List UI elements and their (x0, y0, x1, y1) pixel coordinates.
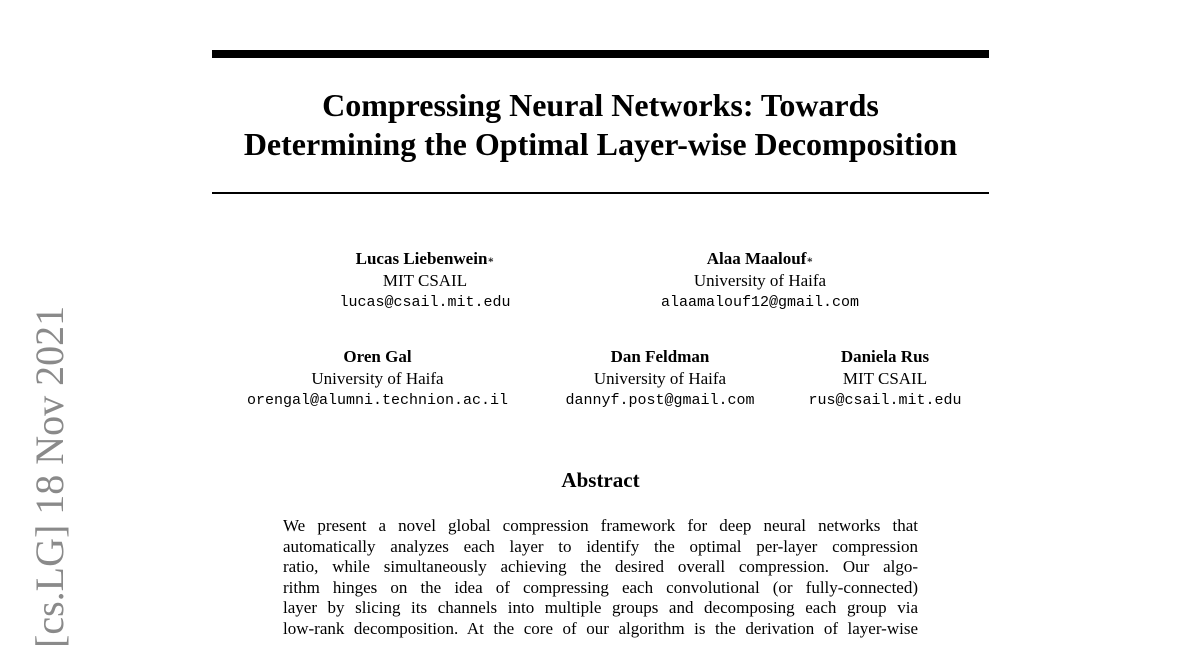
abstract-line: layer by slicing its channels into multiple groups and decomposing each group via (283, 598, 918, 617)
equal-contribution-mark: ∗ (806, 255, 814, 266)
author-email[interactable]: lucas@csail.mit.edu (339, 294, 511, 311)
paper-title (212, 86, 989, 164)
author-block (630, 248, 890, 314)
title-line-2: Determining the Optimal Layer-wise Decomposition (243, 126, 958, 162)
abstract-line: automatically analyzes each layer to identify the optimal per-layer compression (283, 536, 918, 556)
abstract-line: rithm hinges on the idea of compressing each convolutional (or fully-connected) (283, 577, 918, 597)
author-affiliation: University of Haifa (593, 369, 727, 388)
author-name: Dan Feldman (610, 347, 710, 366)
author-email[interactable]: orengal@alumni.technion.ac.il (246, 392, 509, 409)
author-affiliation: MIT CSAIL (842, 369, 928, 388)
abstract-line: low-rank decomposition. At the core of our algorithm is the derivation of layer-wise (283, 618, 918, 638)
author-block (545, 346, 775, 412)
author-block (220, 346, 535, 412)
abstract-heading: Abstract (561, 468, 640, 492)
title-top-rule (212, 50, 989, 58)
author-block (325, 248, 525, 314)
title-line-1: Compressing Neural Networks: Towards (322, 87, 879, 123)
author-email[interactable]: rus@csail.mit.edu (808, 392, 962, 409)
author-email[interactable]: dannyf.post@gmail.com (565, 392, 755, 409)
abstract-body (283, 516, 918, 639)
abstract-line: ratio, while simultaneously achieving the desired overall compression. Our algo- (283, 557, 918, 576)
arxiv-stamp: [cs.LG] 18 Nov 2021 (27, 305, 72, 648)
author-name: Lucas Liebenwein∗ (355, 249, 495, 268)
title-bottom-rule (212, 192, 989, 194)
author-block (790, 346, 980, 412)
author-name: Oren Gal (343, 347, 412, 366)
author-affiliation: University of Haifa (311, 369, 444, 388)
abstract-line: We present a novel global compression framework for deep neural networks that (283, 516, 918, 535)
author-affiliation: MIT CSAIL (382, 271, 468, 290)
equal-contribution-mark: ∗ (487, 255, 495, 266)
author-name: Daniela Rus (840, 347, 930, 366)
author-affiliation: University of Haifa (693, 271, 827, 290)
author-name: Alaa Maalouf∗ (706, 249, 814, 268)
author-email[interactable]: alaamalouf12@gmail.com (660, 294, 860, 311)
